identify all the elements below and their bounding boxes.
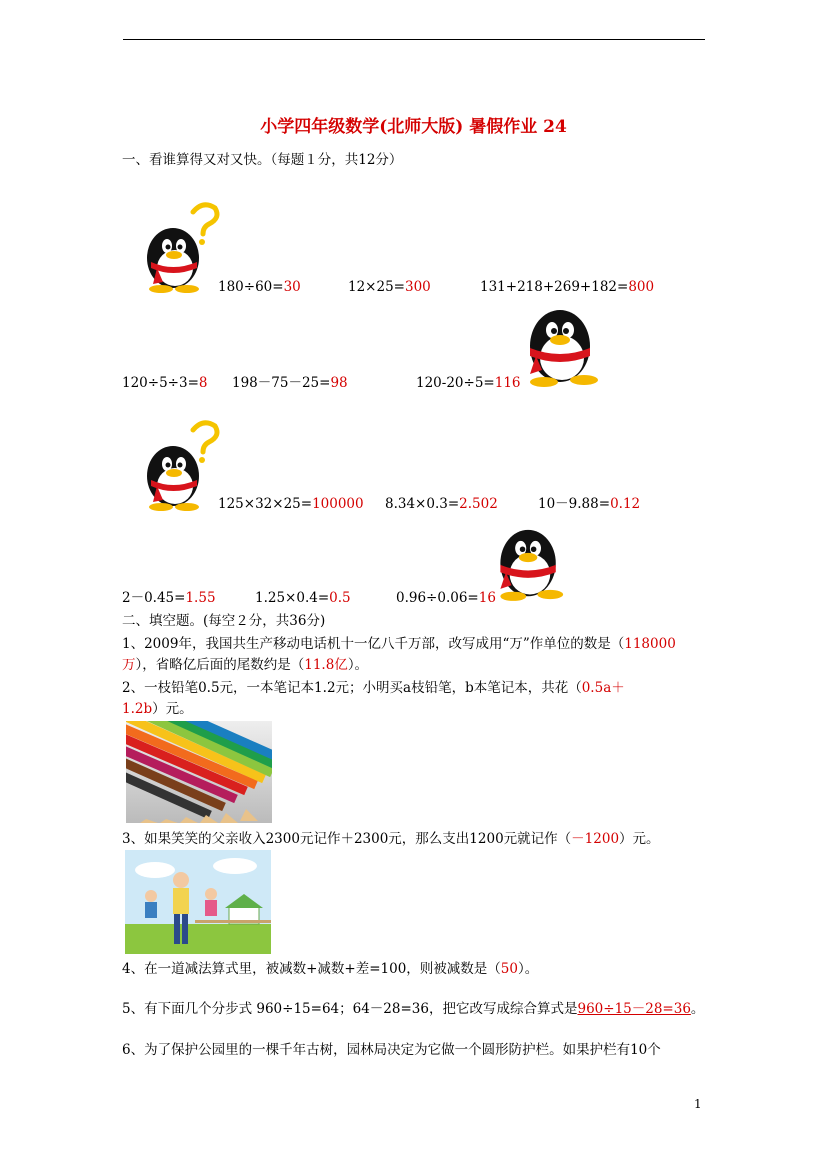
section1-heading: 一、看谁算得又对又快。（每题１分，共12分） [122,152,403,168]
penguin-icon [522,306,600,388]
problem-9: 10－9.88=0.12 [538,496,641,512]
question-1-line2: 万），省略亿后面的尾数约是（11.8亿）。 [122,657,369,673]
page-title: 小学四年级数学(北师大版) 暑假作业 24 [260,117,567,137]
question-6: 6、为了保护公园里的一棵千年古树，园林局决定为它做一个圆形防护栏。如果护栏有10个 [122,1042,661,1058]
problem-7: 125×32×25=100000 [218,496,364,512]
question-3: 3、如果笑笑的父亲收入2300元记作＋2300元，那么支出1200元就记作（－1200）元。 [122,831,660,847]
question-2-line2: 1.2b）元。 [122,701,193,717]
question-1-line1: 1、2009年，我国共生产移动电话机十一亿八千万部，改写成用“万”作单位的数是（118000 [122,636,676,652]
penguin-question-icon [143,198,221,294]
section2-heading: 二、填空题。(每空２分，共36分) [122,613,326,629]
problem-5: 198－75－25=98 [232,375,348,391]
penguin-question-icon [143,416,221,512]
problem-12: 0.96÷0.06=16 [396,590,496,606]
problem-1: 180÷60=30 [218,279,301,295]
question-4: 4、在一道减法算式里，被减数+减数+差=100，则被减数是（50）。 [122,961,539,977]
header-rule [123,39,705,40]
penguin-icon [493,526,565,602]
page-number: 1 [694,1097,702,1111]
problem-8: 8.34×0.3=2.502 [385,496,498,512]
problem-6: 120-20÷5=116 [416,375,521,391]
colored-pencils-image [126,721,272,823]
question-2-line1: 2、一枝铅笔0.5元，一本笔记本1.2元；小明买a枝铅笔，b本笔记本，共花（0.5a＋ [122,680,625,696]
question-5: 5、有下面几个分步式 960÷15=64；64－28=36，把它改写成综合算式是960÷15－28=36。 [122,1001,705,1017]
problem-10: 2－0.45=1.55 [122,590,216,606]
family-cartoon-image [125,850,271,954]
problem-3: 131+218+269+182=800 [480,279,655,295]
problem-2: 12×25=300 [348,279,431,295]
problem-4: 120÷5÷3=8 [122,375,208,391]
problem-11: 1.25×0.4=0.5 [255,590,351,606]
